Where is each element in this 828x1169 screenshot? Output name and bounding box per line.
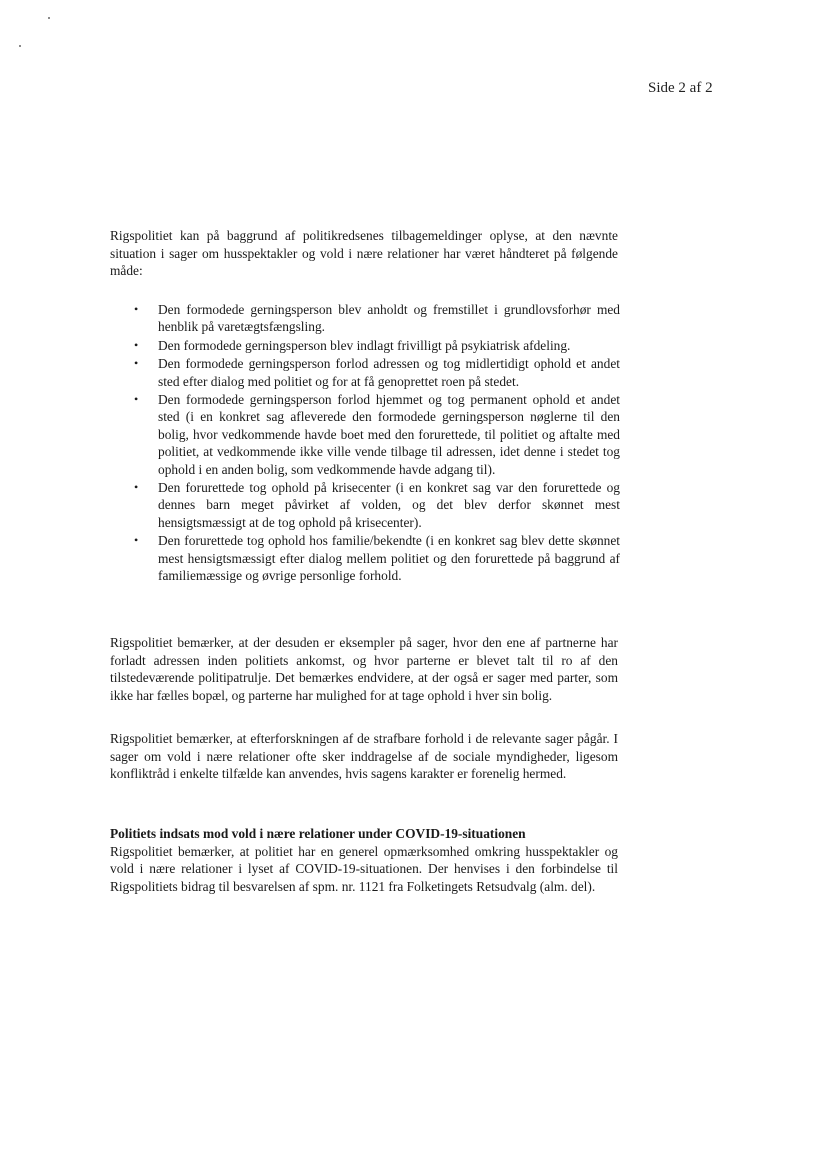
scan-speck — [19, 45, 21, 47]
paragraph-2 — [110, 634, 618, 704]
list-item-text: Den formodede gerningsperson blev anholdt og fremstillet i grundlovsforhør med henblik på varetægtsfængsling. — [158, 302, 620, 335]
bullet-icon: • — [134, 337, 139, 352]
list-item-text: Den formodede gerningsperson blev indlagt frivilligt på psykiatrisk afdeling. — [158, 337, 571, 353]
section-heading: Politiets indsats mod vold i nære relationer under COVID-19-situationen — [110, 826, 526, 841]
paragraph-2-text: Rigspolitiet bemærker, at der desuden er eksempler på sager, hvor den ene af partnerne har forladt adressen inden politiets ankomst, og hvor parterne er blevet talt til ro af den tilstedeværende politipatrulje. Det bemærkes endvidere, at der også er sager med parter, som ikke har fælles bopæl, og parterne har mulighed for at tage ophold i hver sin bolig. — [110, 635, 618, 703]
list-item — [110, 479, 620, 531]
list-item — [110, 337, 620, 354]
bullet-icon: • — [134, 356, 139, 371]
paragraph-3 — [110, 730, 618, 783]
bullet-icon: • — [134, 533, 139, 548]
section-body: Rigspolitiet bemærker, at politiet har en generel opmærksomhed omkring husspektakler og vold i nære relationer i lyset af COVID-19-situationen. Der henvises i den forbindelse til Rigspolitiets bidrag til besvarelsen af spm. nr. 1121 fra Folketingets Retsudvalg (alm. del). — [110, 843, 618, 894]
paragraph-3-text: Rigspolitiet bemærker, at efterforskningen af de strafbare forhold i de relevante sager pågår. I sager om vold i nære relationer ofte sker inddragelse af de sociale myndigheder, ligesom konfliktråd i enkelte tilfælde kan anvendes, hvis sagens karakter er forenelig hermed. — [110, 731, 618, 782]
list-item — [110, 301, 620, 336]
list-item-text: Den formodede gerningsperson forlod adressen og tog midlertidigt ophold et andet sted efter dialog med politiet og for at få genoprettet roen på stedet. — [158, 356, 620, 389]
list-item — [110, 355, 620, 390]
intro-paragraph — [110, 227, 618, 280]
measures-list — [110, 301, 620, 586]
bullet-icon: • — [134, 480, 139, 495]
bullet-icon: • — [134, 392, 139, 407]
list-item-text: Den forurettede tog ophold hos familie/bekendte (i en konkret sag blev dette skønnet mest hensigtsmæssigt efter dialog mellem politiet og den forurettede på baggrund af familiemæssige og øvrige personlige forhold. — [158, 533, 620, 584]
page-number: Side 2 af 2 — [648, 80, 713, 96]
intro-text: Rigspolitiet kan på baggrund af politikredsenes tilbagemeldinger oplyse, at den nævnte situation i sager om husspektakler og vold i nære relationer har været håndteret på følgende måde: — [110, 228, 618, 279]
list-item-text: Den formodede gerningsperson forlod hjemmet og tog permanent ophold et andet sted (i en konkret sag afleverede den formodede gerningsperson nøglerne til den bolig, hvor vedkommende havde boet med den forurettede, til politiet og aftalte med politiet, at vedkommende ikke ville vende tilbage til adressen, idet denne i stedet tog ophold i en anden bolig, som vedkommende havde adgang til). — [158, 392, 620, 477]
list-item — [110, 391, 620, 478]
covid-section — [110, 825, 618, 895]
bullet-icon: • — [134, 302, 139, 316]
list-item — [110, 532, 620, 584]
list-item-text: Den forurettede tog ophold på krisecenter (i en konkret sag var den forurettede og dennes barn meget påvirket af volden, og det blev derfor skønnet mest hensigtsmæssigt at de tog ophold på krisecenter). — [158, 480, 620, 530]
scan-speck — [48, 17, 50, 19]
